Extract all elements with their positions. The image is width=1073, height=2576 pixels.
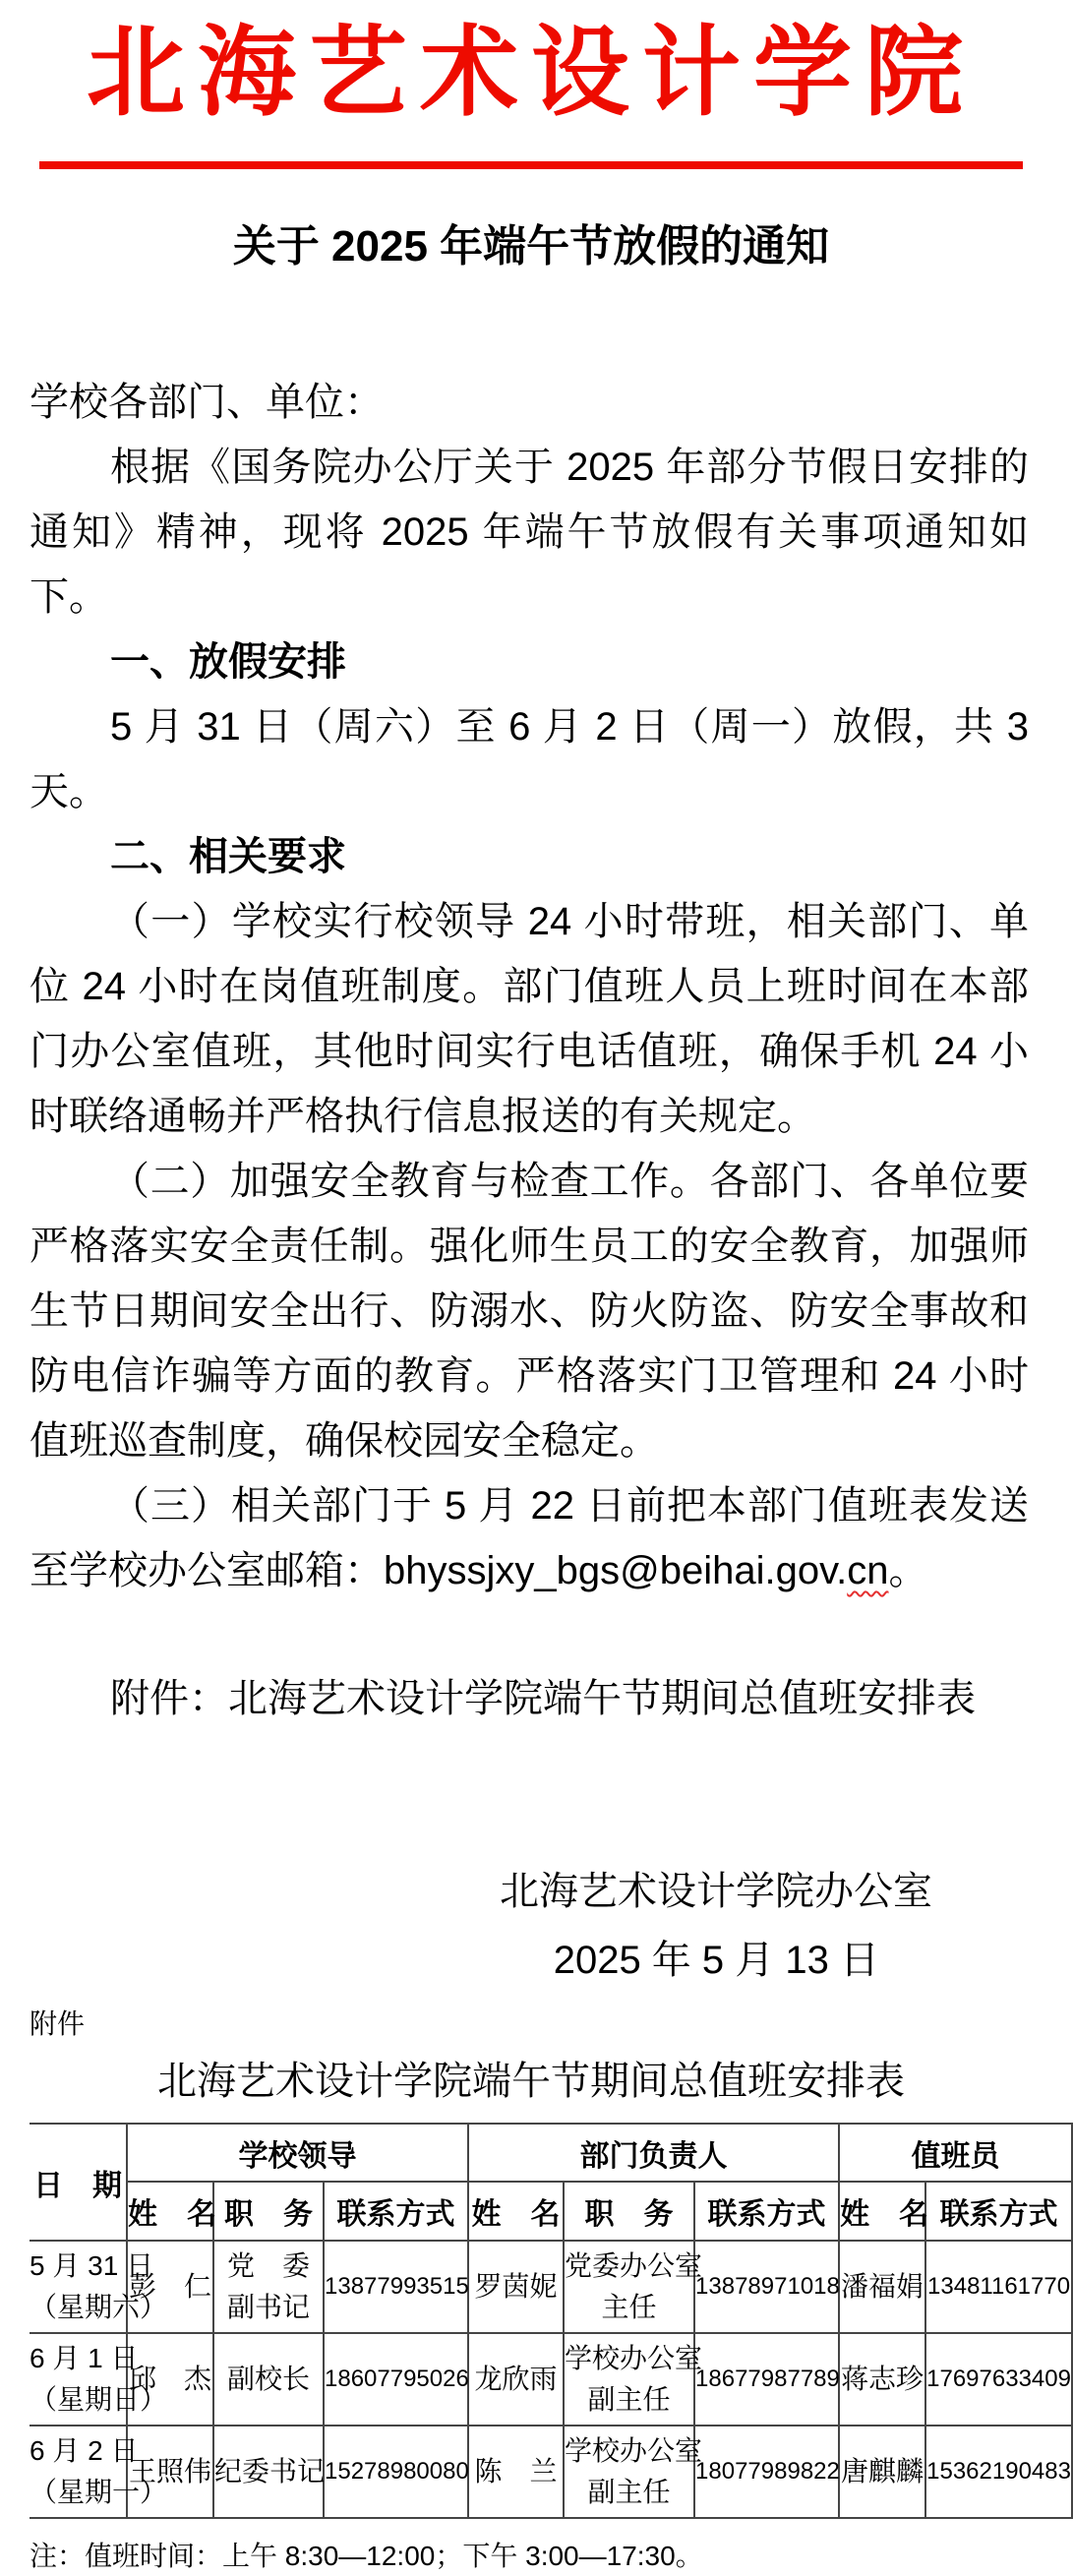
signature-date: 2025 年 5 月 13 日	[553, 1939, 879, 1982]
cell-phone: 18607795026	[324, 2333, 468, 2426]
cell-date: 5 月 31 日 （星期六）	[30, 2241, 127, 2333]
duty-schedule-table	[30, 2123, 1073, 2519]
header-school-leaders: 学校领导	[127, 2124, 468, 2182]
table-header-row-groups	[30, 2124, 1072, 2182]
subheader-position-1: 职 务	[213, 2182, 324, 2241]
cell-name: 龙欣雨	[468, 2333, 564, 2426]
cell-name: 唐麒麟	[839, 2426, 925, 2518]
cell-duty: 学校办公室 副主任	[564, 2333, 694, 2426]
cell-duty: 副校长	[213, 2333, 324, 2426]
notice-body	[30, 370, 1029, 1995]
duty-table-title: 北海艺术设计学院端午节期间总值班安排表	[157, 2060, 905, 2103]
paragraph-intro: 根据《国务院办公厅关于 2025 年部分节假日安排的通知》精神，现将 2025 年端午节放假有关事项通知如下。	[30, 446, 1029, 619]
cell-phone: 17697633409	[925, 2333, 1072, 2426]
cell-date: 6 月 1 日 （星期日）	[30, 2333, 127, 2426]
cell-duty: 党委办公室 主任	[564, 2241, 694, 2333]
cell-duty: 党 委 副书记	[213, 2241, 324, 2333]
subheader-position-2: 职 务	[564, 2182, 694, 2241]
cell-phone: 13481161770	[925, 2241, 1072, 2333]
attachment-label: 附件	[30, 2008, 86, 2039]
paragraph-item3	[30, 1473, 1029, 1603]
duty-hours-note: 注：值班时间：上午 8:30—12:00；下午 3:00—17:30。	[30, 2541, 703, 2571]
cell-duty: 纪委书记	[213, 2426, 324, 2518]
cell-name: 罗茵妮	[468, 2241, 564, 2333]
signature-office-name: 北海艺术设计学院办公室	[500, 1870, 932, 1913]
email-main-part: bhyssjxy_bgs@beihai.gov.	[384, 1549, 848, 1592]
cell-name: 蒋志珍	[839, 2333, 925, 2426]
attachment-reference-line: 附件：北海艺术设计学院端午节期间总值班安排表	[110, 1677, 976, 1720]
paragraph-item1: （一）学校实行校领导 24 小时带班，相关部门、单位 24 小时在岗值班制度。部门值班人员上班时间在本部门办公室值班，其他时间实行电话值班，确保手机 24 小时联络通畅并严格执行信息报送的有关规定。	[30, 900, 1029, 1138]
cell-name: 陈 兰	[468, 2426, 564, 2518]
cell-phone: 18677987789	[694, 2333, 839, 2426]
cell-phone: 15278980080	[324, 2426, 468, 2518]
paragraph-holiday-arrangement: 5 月 31 日（周六）至 6 月 2 日（周一）放假，共 3 天。	[30, 705, 1029, 813]
letterhead-school-name: 北海艺术设计学院	[87, 18, 976, 128]
cell-phone: 13878971018	[694, 2241, 839, 2333]
cell-name: 邱 杰	[127, 2333, 213, 2426]
subheader-name-3: 姓 名	[839, 2182, 925, 2241]
salutation: 学校各部门、单位：	[30, 381, 384, 424]
cell-name: 彭 仁	[127, 2241, 213, 2333]
letterhead-divider-line	[39, 161, 1023, 169]
cell-phone: 15362190483	[925, 2426, 1072, 2518]
item3-period: 。	[888, 1549, 928, 1592]
office-email-address	[384, 1549, 888, 1592]
section2-heading: 二、相关要求	[110, 835, 346, 878]
subheader-name-1: 姓 名	[127, 2182, 213, 2241]
subheader-contact-2: 联系方式	[694, 2182, 839, 2241]
header-duty-staff: 值班员	[839, 2124, 1072, 2182]
cell-phone: 18077989822	[694, 2426, 839, 2518]
cell-date: 6 月 2 日 （星期一）	[30, 2426, 127, 2518]
table-row	[30, 2241, 1072, 2333]
section1-heading: 一、放假安排	[110, 640, 346, 684]
subheader-contact-3: 联系方式	[925, 2182, 1072, 2241]
cell-name: 潘福娟	[839, 2241, 925, 2333]
notice-title: 关于 2025 年端午节放假的通知	[232, 222, 830, 270]
item3-text: （三）相关部门于 5 月 22 日前把本部门值班表发送至学校办公室邮箱：	[30, 1484, 1029, 1592]
cell-duty: 学校办公室 副主任	[564, 2426, 694, 2518]
subheader-contact-1: 联系方式	[324, 2182, 468, 2241]
table-header-row-sub	[30, 2182, 1072, 2241]
paragraph-item2: （二）加强安全教育与检查工作。各部门、各单位要严格落实安全责任制。强化师生员工的安全教育，加强师生节日期间安全出行、防溺水、防火防盗、防安全事故和防电信诈骗等方面的教育。严格落实门卫管理和 24 小时值班巡查制度，确保校园安全稳定。	[30, 1160, 1029, 1463]
header-department-heads: 部门负责人	[468, 2124, 839, 2182]
header-date: 日 期	[30, 2124, 127, 2241]
cell-phone: 13877993515	[324, 2241, 468, 2333]
email-tld-spellcheck-underline: cn	[847, 1549, 889, 1592]
table-row	[30, 2426, 1072, 2518]
subheader-name-2: 姓 名	[468, 2182, 564, 2241]
duty-table-body	[30, 2241, 1072, 2518]
cell-name: 王照伟	[127, 2426, 213, 2518]
table-row	[30, 2333, 1072, 2426]
